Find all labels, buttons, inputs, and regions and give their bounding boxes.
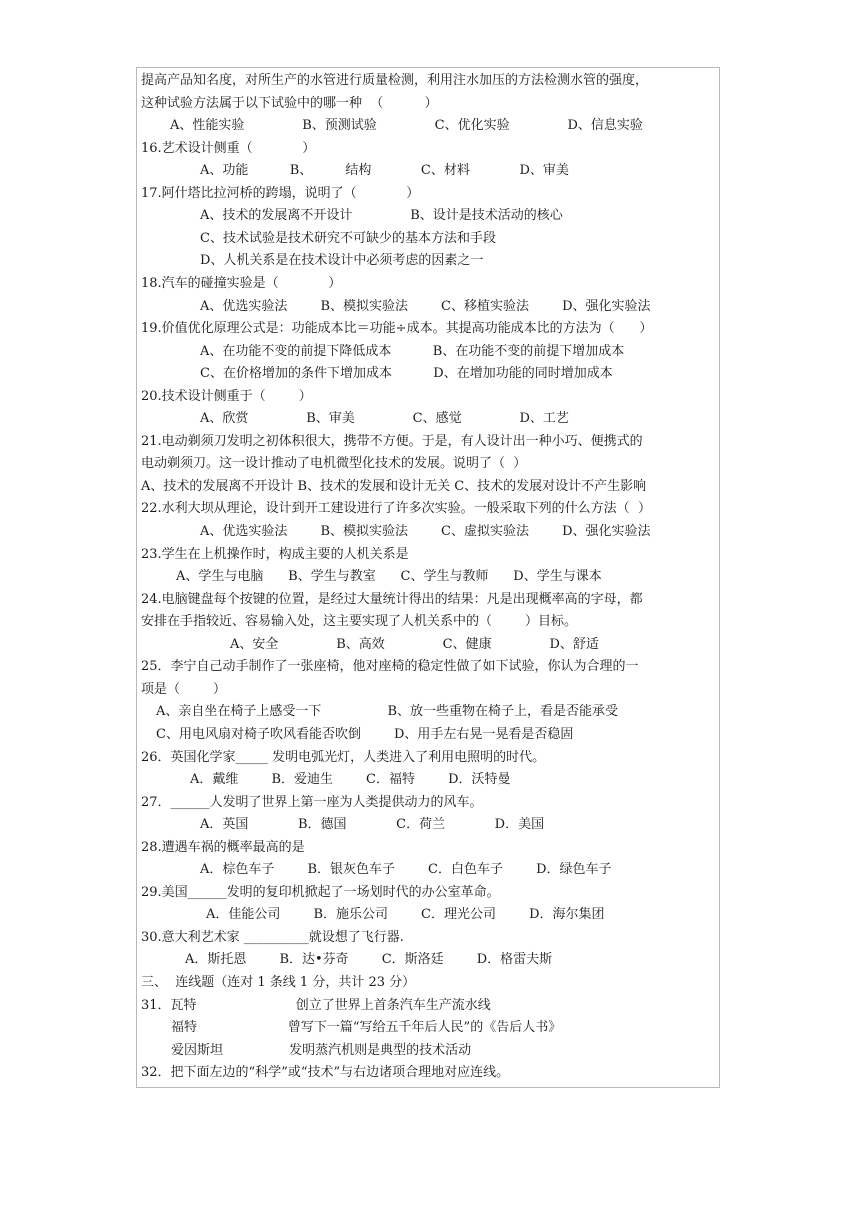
text-line: 福特 曾写下一篇“写给五千年后人民”的《告后人书》 [171,1020,562,1036]
text-line: 21.电动剃须刀发明之初体积很大，携带不方便。于是，有人设计出一种小巧、便携式的 [141,433,643,449]
text-line: 三、 连线题（连对 1 条线 1 分，共计 23 分） [141,975,416,990]
text-line: C、用电风扇对椅子吹风看能否吹倒 D、用手左右晃一晃看是否稳固 [156,726,574,742]
text-line: 28.遭遇车祸的概率最高的是 [141,839,305,855]
text-line: A、在功能不变的前提下降低成本 B、在功能不变的前提下增加成本 [200,343,625,359]
text-line: 16.艺术设计侧重（ ） [141,140,316,156]
text-line: A、优选实验法 B、模拟实验法 C、虚拟实验法 D、强化实验法 [200,524,651,539]
text-line: 电动剃须刀。这一设计推动了电机微型化技术的发展。说明了（ ） [141,456,527,472]
text-line: C、技术试验是技术研究不可缺少的基本方法和手段 [200,230,496,246]
text-line: A、性能实验 B、预测试验 C、优化实验 D、信息实验 [170,118,643,134]
text-line: 24.电脑键盘每个按键的位置，是经过大量统计得出的结果：凡是出现概率高的字母，都 [141,591,643,607]
text-line: 18.汽车的碰撞实验是（ ） [141,275,342,291]
text-line: 27．______人发明了世界上第一座为人类提供动力的风车。 [141,794,483,810]
text-line: 30.意大利艺术家 __________就设想了飞行器. [141,929,404,945]
text-line: A、优选实验法 B、模拟实验法 C、移植实验法 D、强化实验法 [200,298,651,314]
text-line: 项是（ ） [141,681,227,697]
text-line: 23.学生在上机操作时，构成主要的人机关系是 [141,546,409,562]
text-line: A．棕色车子 B．银灰色车子 C．白色车子 D．绿色车子 [200,862,612,878]
text-line: 爱因斯坦 发明蒸汽机则是典型的技术活动 [171,1042,472,1058]
text-line: 提高产品知名度，对所生产的水管进行质量检测，利用注水加压的方法检测水管的强度， [141,73,649,88]
text-line: 安排在手指较近、容易输入处，这主要实现了人机关系中的（ ）目标。 [141,614,578,630]
text-line: A、欣赏 B、审美 C、感觉 D、工艺 [200,411,569,427]
text-line: 25．李宁自己动手制作了一张座椅，他对座椅的稳定性做了如下试验，你认为合理的一 [141,659,639,675]
text-line: D、人机关系是在技术设计中必须考虑的因素之一 [200,253,484,269]
text-line: 17.阿什塔比拉河桥的跨塌，说明了（ ） [141,185,420,201]
text-line: 26．英国化学家_____ 发明电弧光灯，人类进入了利用电照明的时代。 [141,749,546,765]
text-line: A、安全 B、高效 C、健康 D、舒适 [230,636,599,652]
text-line: A．佳能公司 B．施乐公司 C．理光公司 D．海尔集团 [206,907,605,923]
text-line: 31．瓦特 创立了世界上首条汽车生产流水线 [141,997,491,1013]
text-line: 22.水利大坝从理论，设计到开工建设进行了许多次实验。一般采取下列的什么方法（ ） [141,501,651,517]
text-line: A．戴维 B．爱迪生 C．福特 D．沃特曼 [190,772,511,788]
text-line: A．英国 B．德国 C．荷兰 D．美国 [200,817,545,833]
text-line: C、在价格增加的条件下增加成本 D、在增加功能的同时增加成本 [200,366,613,382]
text-line: 20.技术设计侧重于（ ） [141,388,312,404]
text-line: 19.价值优化原理公式是：功能成本比＝功能÷成本。其提高功能成本比的方法为（ ） [141,321,653,337]
text-line: 这种试验方法属于以下试验中的哪一种 （ ） [141,95,438,111]
text-line: A、技术的发展离不开设计 B、技术的发展和设计无关 C、技术的发展对设计不产生影响 [141,478,647,494]
text-line: A、学生与电脑 B、学生与教室 C、学生与教师 D、学生与课本 [176,569,602,585]
text-line: A、亲自坐在椅子上感受一下 B、放一些重物在椅子上，看是否能承受 [156,704,619,720]
text-line: A．斯托恩 B．达•芬奇 C．斯洛廷 D．格雷夫斯 [185,952,553,968]
text-line: A、功能 B、 结构 C、材料 D、审美 [200,163,569,179]
text-line: 32．把下面左边的“科学”或“技术”与右边诸项合理地对应连线。 [141,1065,510,1081]
text-line: 29.美国______发明的复印机掀起了一场划时代的办公室革命。 [141,884,500,900]
text-line: A、技术的发展离不开设计 B、设计是技术活动的核心 [200,208,563,224]
